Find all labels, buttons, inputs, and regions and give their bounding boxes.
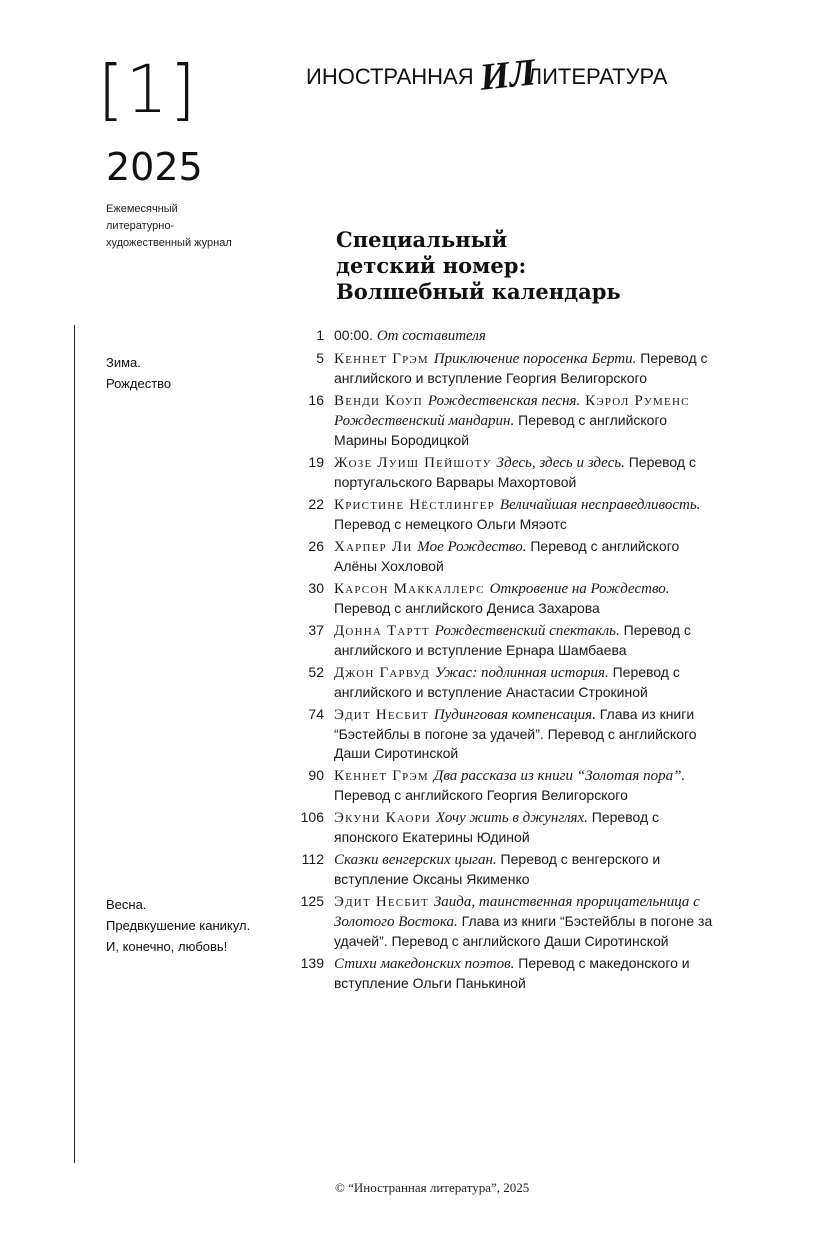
toc-note: Перевод с португальского Варвары Махортовой [334,454,696,490]
toc-note: Глава из книги “Бэстейблы в погоне за удачей”. Перевод с английского Даши Сиротинской [334,706,697,761]
toc-entry-text [334,663,718,702]
toc-author: Джон Гарвуд [334,665,435,681]
toc-entry[interactable] [290,766,730,805]
toc-title: Стихи македонских поэтов. [334,956,515,972]
toc-page-number: 22 [308,496,324,512]
toc-page-number: 26 [308,538,324,554]
toc-author: Кристине Нёстлингер [334,497,500,513]
special-title-line: Специальный [336,227,508,252]
toc-page-number: 5 [316,350,324,366]
toc-entry[interactable] [290,892,730,951]
toc-entry[interactable] [290,453,730,492]
toc-page-number: 112 [301,851,324,867]
toc-note: Перевод с японского Екатерины Юдиной [334,809,660,845]
toc-time: 00:00. [334,327,377,343]
toc-entry-text [334,808,718,847]
toc-note: Перевод с немецкого Ольги Мяэотс [334,516,567,532]
special-issue-title [336,227,756,305]
season-line: Весна. [106,897,147,912]
season-spring [106,894,306,957]
issue-number: [1] [98,51,198,128]
toc-title: Заида, таинственная прорицательница с Золотого Востока. [334,894,700,930]
toc-entry-text [334,495,718,534]
toc-page-number: 52 [308,664,324,680]
copyright: © “Иностранная литература”, 2025 [335,1180,530,1195]
toc-title: Рождественский спектакль. [434,623,620,639]
toc-author: Эдит Несбит [334,894,434,910]
table-of-contents [290,326,730,996]
toc-entry-text [334,705,718,763]
toc-page-number: 30 [308,580,324,596]
il-logo-letters: ИЛ [477,51,538,99]
toc-title: Здесь, здесь и здесь. [496,455,625,471]
toc-entry[interactable] [290,808,730,847]
vertical-divider [74,325,75,1163]
toc-entry[interactable] [290,954,730,993]
toc-entry[interactable] [290,537,730,576]
toc-entry-text [334,326,718,346]
toc-title: Величайшая несправедливость. [499,497,701,513]
toc-page-number: 90 [308,767,324,783]
toc-note: Перевод с английского Марины Бородицкой [334,412,668,448]
toc-page-number: 125 [300,893,324,909]
toc-page-number: 16 [308,392,324,408]
toc-entry-text [334,954,718,993]
issue-year: 2025 [106,145,203,189]
il-logo-icon [477,51,538,102]
toc-author: Харпер Ли [334,539,418,555]
toc-note: Перевод с английского и вступление Анастасии Строкиной [334,664,680,700]
toc-note: Перевод с английского Алёны Хохловой [334,538,680,574]
season-line: Зима. [106,355,141,370]
toc-author: Кеннет Грэм [334,351,434,367]
special-title-line: Волшебный календарь [336,279,621,304]
toc-title: Рождественская песня. [427,393,581,409]
toc-entry[interactable] [290,349,730,388]
toc-entry-text [334,892,718,951]
toc-entry[interactable] [290,326,730,346]
toc-entry[interactable] [290,705,730,763]
toc-entry[interactable] [290,621,730,660]
toc-author: Венди Коуп [334,393,428,409]
toc-entry[interactable] [290,495,730,534]
toc-author: Донна Тартт [334,623,435,639]
masthead [306,52,667,102]
toc-entry[interactable] [290,579,730,618]
toc-entry[interactable] [290,391,730,450]
toc-title: Рождественский мандарин. [334,413,515,429]
toc-title: Два рассказа из книги “Золотая пора”. [433,768,686,784]
season-line: И, конечно, любовь! [106,939,228,954]
toc-entry-text [334,349,718,388]
toc-author: Эдит Несбит [334,707,434,723]
toc-note: Перевод с английского и вступление Ернара Шамбаева [334,622,691,658]
toc-title: Ужас: подлинная история. [434,665,609,681]
toc-title: Хочу жить в джунглях. [436,810,588,826]
toc-note: Глава из книги “Бэстейблы в погоне за удачей”. Перевод с английского Даши Сиротинской [334,913,713,949]
toc-title: От составителя [376,328,486,344]
toc-author: Экуни Каори [334,810,437,826]
toc-note: Перевод с английского Георгия Велигорского [334,787,628,803]
masthead-left-text: ИНОСТРАННАЯ [306,64,474,89]
toc-page-number: 19 [308,454,324,470]
toc-note: Перевод с английского Дениса Захарова [334,600,600,616]
toc-entry-text [334,537,718,576]
season-line: Рождество [106,376,172,391]
toc-title: Откровение на Рождество. [489,581,670,597]
toc-page-number: 1 [316,327,324,343]
toc-page-number: 74 [308,706,324,722]
toc-page-number: 139 [300,955,324,971]
journal-description: Ежемесячный литературно-художественный журнал [106,203,232,249]
toc-entry-text [334,766,718,805]
toc-entry-text [334,453,718,492]
toc-entry[interactable] [290,663,730,702]
toc-page-number: 37 [308,622,324,638]
toc-note: Перевод с македонского и вступление Ольги Панькиной [334,955,690,991]
toc-author: Жозе Луиш Пейшоту [334,455,497,471]
toc-author: Кеннет Грэм [334,768,434,784]
masthead-right-text: ЛИТЕРАТУРА [527,64,668,89]
toc-entry-text [334,579,718,618]
toc-entry-text [334,391,718,450]
toc-entry-text [334,621,718,660]
season-line: Предвкушение каникул. [106,918,251,933]
season-winter [106,352,306,394]
toc-page-number: 106 [300,809,324,825]
toc-author: Карсон Маккаллерс [334,581,490,597]
special-title-line: детский номер: [336,253,527,278]
toc-entry-text [334,850,718,889]
toc-note: Перевод с венгерского и вступление Оксаны Якименко [334,851,661,887]
toc-title: Сказки венгерских цыган. [334,852,497,868]
toc-title: Приключение поросенка Берти. [433,351,637,367]
toc-note: Перевод с английского и вступление Георгия Велигорского [334,350,708,386]
toc-title: Мое Рождество. [417,539,527,555]
toc-author: Кэрол Руменс [580,393,690,409]
toc-entry[interactable] [290,850,730,889]
toc-title: Пудинговая компенсация. [433,707,596,723]
